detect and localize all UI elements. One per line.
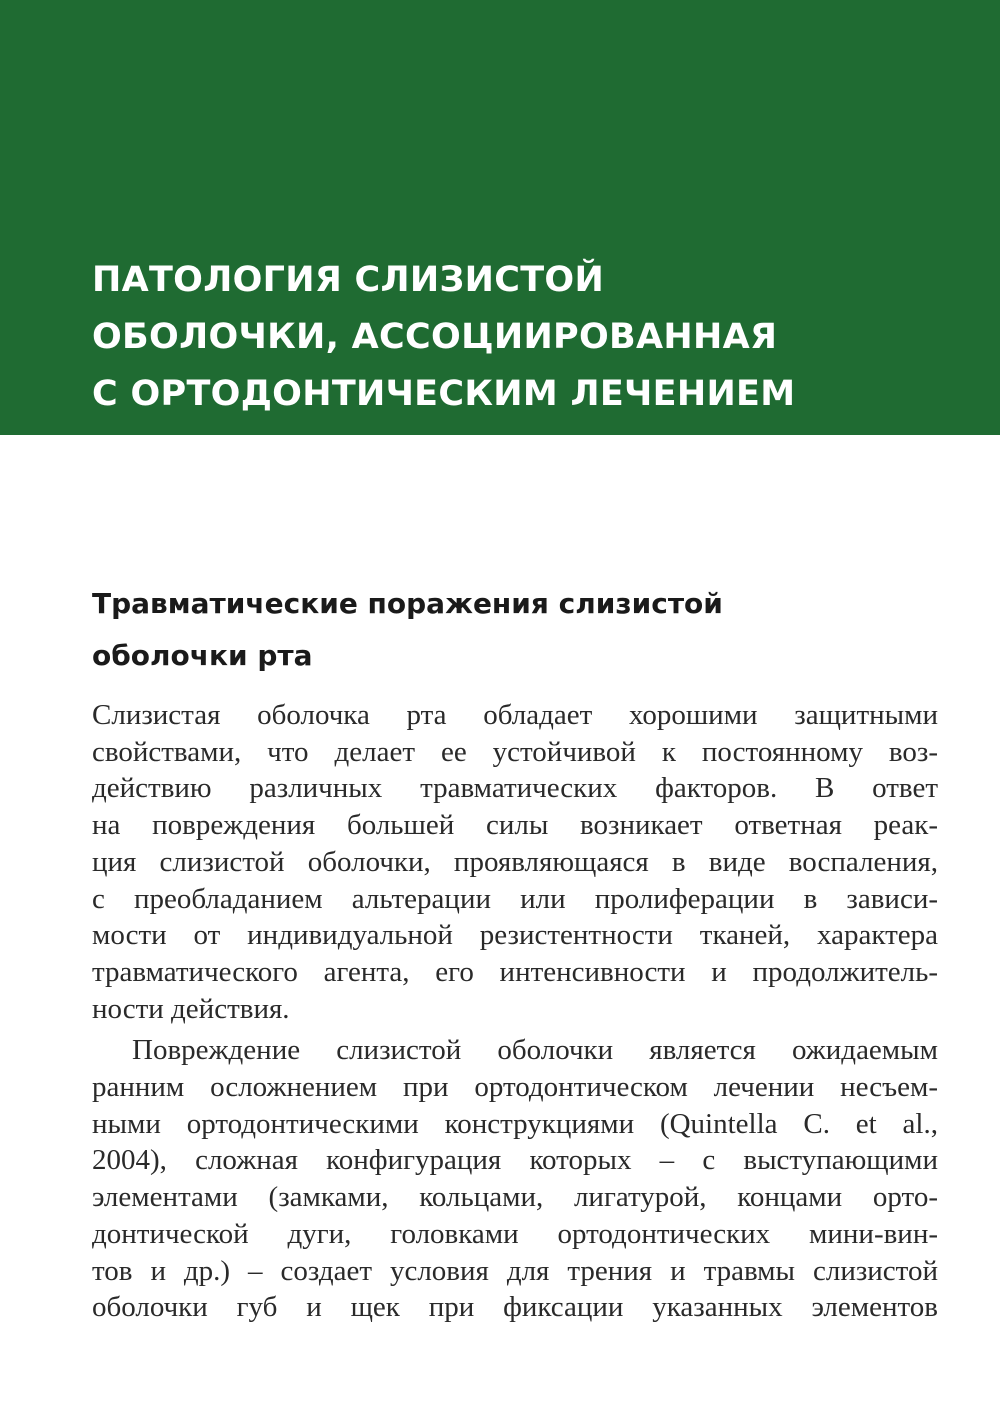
section-heading — [92, 578, 952, 682]
text-line: мости от индивидуальной резистентности тканей, характера — [92, 919, 938, 952]
text-line: действию различных травматических факторов. В ответ — [92, 772, 938, 805]
paragraph-2 — [92, 1032, 938, 1326]
text-line: ция слизистой оболочки, проявляющаяся в виде воспаления, — [92, 845, 938, 878]
text-line: травматического агента, его интенсивности и продолжитель- — [92, 955, 938, 988]
text-line: свойствами, что делает ее устойчивой к постоянному воз- — [92, 735, 938, 768]
text-line: Слизистая оболочка рта обладает хорошими защитными — [92, 699, 938, 731]
text-line: донтической дуги, головками ортодонтических мини-вин- — [92, 1217, 938, 1250]
text-line: ранним осложнением при ортодонтическом лечении несъем- — [92, 1071, 938, 1104]
text-line: ными ортодонтическими конструкциями (Quintella C. et al., — [92, 1107, 938, 1140]
text-line: ности действия. — [92, 992, 290, 1025]
section-heading-line: оболочки рта — [92, 639, 313, 672]
text-line: элементами (замками, кольцами, лигатурой, концами орто- — [92, 1181, 938, 1214]
text-line: с преобладанием альтерации или пролиферации в зависи- — [92, 882, 938, 915]
paragraph-1 — [92, 697, 938, 1027]
text-line: Повреждение слизистой оболочки является ожидаемым — [132, 1034, 938, 1067]
chapter-title-line: ОБОЛОЧКИ, АССОЦИИРОВАННАЯ — [92, 317, 778, 357]
chapter-title — [92, 252, 972, 423]
body-text — [92, 697, 938, 1326]
text-line: тов и др.) – создает условия для трения и травмы слизистой — [92, 1254, 938, 1287]
chapter-title-line: ПАТОЛОГИЯ СЛИЗИСТОЙ — [92, 260, 605, 300]
chapter-banner — [0, 0, 1000, 435]
text-line: оболочки губ и щек при фиксации указанных элементов — [92, 1291, 938, 1324]
section-heading-line: Травматические поражения слизистой — [92, 587, 723, 620]
chapter-title-line: С ОРТОДОНТИЧЕСКИМ ЛЕЧЕНИЕМ — [92, 374, 796, 414]
text-line: 2004), сложная конфигурация которых – с выступающими — [92, 1144, 938, 1177]
text-line: на повреждения большей силы возникает ответная реак- — [92, 809, 938, 842]
